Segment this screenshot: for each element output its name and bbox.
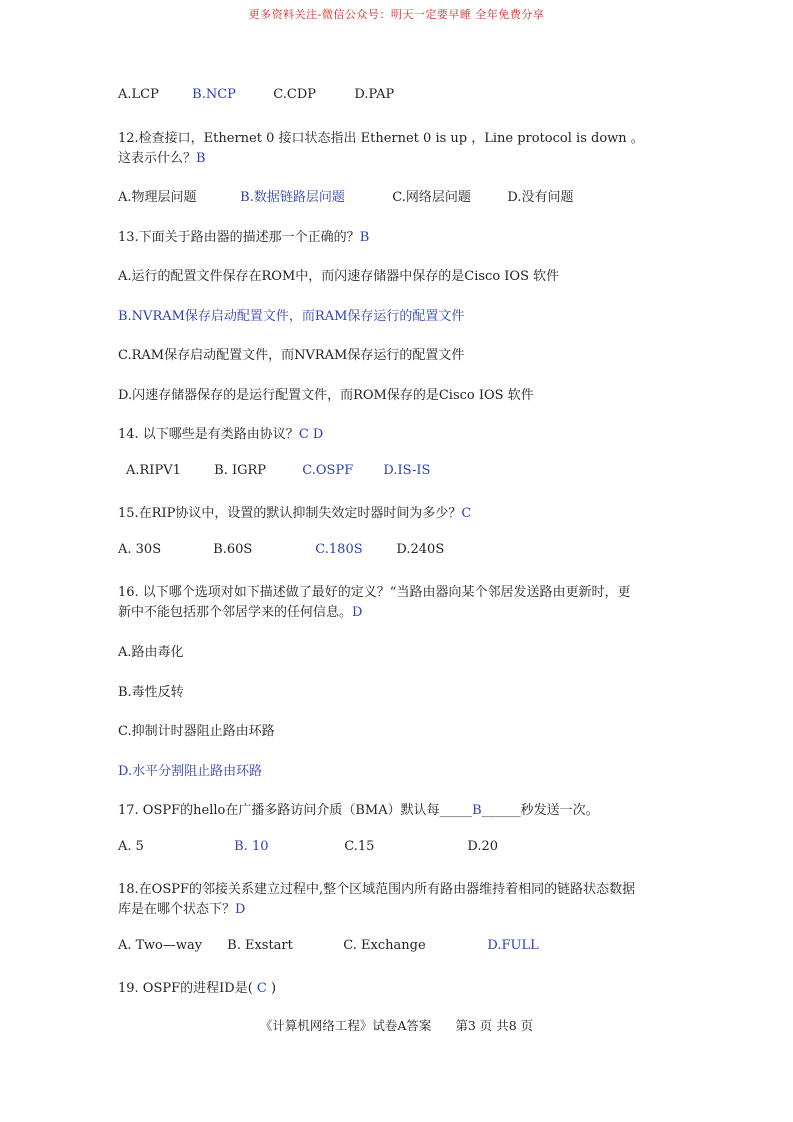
q14-stem — [118, 423, 323, 442]
q15-answer: C — [461, 506, 472, 521]
q14-option-c: C.OSPF — [302, 463, 354, 478]
q18-stem-text: 库是在哪个状态下？ — [118, 902, 236, 917]
q17-option-a: A. 5 — [118, 839, 144, 854]
q17-stem — [118, 799, 599, 818]
q16-stem-line2 — [118, 601, 362, 620]
q15-option-d: D.240S — [396, 542, 445, 557]
q15-option-c: C.180S — [315, 542, 363, 557]
q17-option-c: C.15 — [344, 839, 375, 854]
q11-option-b: B.NCP — [192, 87, 236, 102]
q12-option-d: D.没有问题 — [507, 190, 574, 205]
q18-stem-line2 — [118, 898, 245, 917]
q11-option-c: C.CDP — [273, 87, 317, 102]
q13-answer: B — [359, 230, 370, 245]
q12-option-c: C.网络层问题 — [392, 190, 471, 205]
page-header-banner: 更多资料关注-微信公众号：明天一定要早睡 全年免费分享 — [248, 8, 545, 21]
q12-answer: B — [196, 151, 206, 166]
q17-option-d: D.20 — [467, 839, 499, 854]
q12-stem-line1: 12.检查接口，Ethernet 0 接口状态指出 Ethernet 0 is up ，Line protocol is down 。 — [118, 131, 644, 146]
q17-option-b: B. 10 — [234, 839, 269, 854]
q13-option-a: A.运行的配置文件保存在ROM中，而闪速存储器中保存的是Cisco IOS 软件 — [118, 269, 560, 284]
q11-option-d: D.PAP — [354, 87, 395, 102]
q14-answer: C D — [298, 427, 324, 442]
q12-options — [118, 186, 574, 205]
q16-answer: D — [352, 605, 363, 620]
q12-option-b: B.数据链路层问题 — [240, 190, 345, 205]
q17-options — [118, 839, 498, 854]
q19-answer: C — [252, 981, 271, 996]
q15-stem-text: 15.在RIP协议中，设置的默认抑制失效定时器时间为多少？ — [118, 506, 462, 521]
q14-stem-text: 14. 以下哪些是有类路由协议？ — [118, 427, 299, 442]
q18-stem-line1: 18.在OSPF的邻接关系建立过程中,整个区域范围内所有路由器维持着相同的链路状态数据 — [118, 882, 636, 897]
q18-option-b: B. Exstart — [227, 938, 293, 953]
q13-option-c: C.RAM保存启动配置文件，而NVRAM保存运行的配置文件 — [118, 348, 465, 363]
q17-answer: B — [472, 803, 482, 818]
q16-option-d: D.水平分割阻止路由环路 — [118, 764, 263, 779]
q17-stem-before: 17. OSPF的hello在广播多路访问介质（BMA）默认每_____ — [118, 803, 473, 818]
footer-title: 《计算机网络工程》试卷A答案 — [259, 1018, 432, 1033]
q11-options — [118, 87, 394, 102]
q12-option-a: A.物理层问题 — [118, 190, 197, 205]
q16-option-b: B.毒性反转 — [118, 685, 184, 700]
q13-option-b: B.NVRAM保存启动配置文件，而RAM保存运行的配置文件 — [118, 309, 465, 324]
q15-stem — [118, 502, 471, 521]
q15-option-b: B.60S — [213, 542, 253, 557]
q11-option-a: A.LCP — [118, 87, 159, 102]
q15-options — [118, 542, 444, 557]
page-footer — [0, 1016, 793, 1034]
q16-stem-line1: 16. 以下哪个选项对如下描述做了最好的定义？“当路由器向某个邻居发送路由更新时，更 — [118, 585, 631, 600]
q12-stem-line2 — [118, 147, 206, 166]
q13-option-d: D.闪速存储器保存的是运行配置文件，而ROM保存的是Cisco IOS 软件 — [118, 388, 534, 403]
q19-stem — [118, 977, 276, 996]
q18-option-c: C. Exchange — [343, 938, 426, 953]
q14-options — [126, 463, 430, 478]
q18-options — [118, 938, 539, 953]
q14-option-a: A.RIPV1 — [126, 463, 181, 478]
q16-stem-text: 新中不能包括那个邻居学来的任何信息。 — [118, 605, 353, 620]
q18-answer: D — [235, 902, 246, 917]
q19-stem-close: ) — [271, 981, 277, 996]
q17-stem-after: ______秒发送一次。 — [481, 803, 599, 818]
q13-stem — [118, 226, 369, 245]
q14-option-b: B. IGRP — [214, 463, 267, 478]
q13-stem-text: 13.下面关于路由器的描述那一个正确的？ — [118, 230, 360, 245]
q16-option-c: C.抑制计时器阻止路由环路 — [118, 724, 275, 739]
q16-option-a: A.路由毒化 — [118, 645, 184, 660]
q19-stem-text: 19. OSPF的进程ID是( — [118, 981, 253, 996]
q18-option-a: A. Two—way — [118, 938, 203, 953]
q12-stem-text: 这表示什么？ — [118, 151, 197, 166]
q18-option-d: D.FULL — [487, 938, 539, 953]
q14-option-d: D.IS-IS — [383, 463, 431, 478]
q15-option-a: A. 30S — [118, 542, 162, 557]
footer-page-number: 第3 页 共8 页 — [455, 1018, 534, 1033]
